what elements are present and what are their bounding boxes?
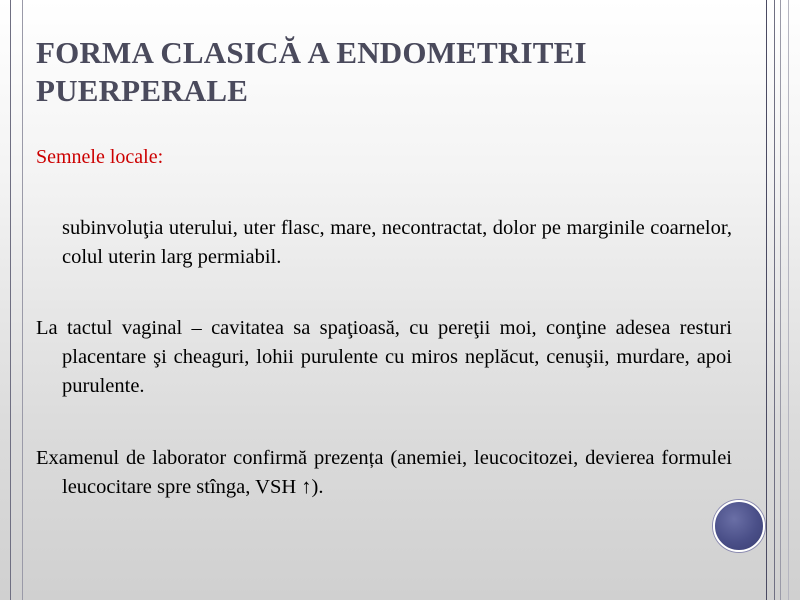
right-border-line: [780, 0, 781, 600]
left-border-line-inner: [22, 0, 23, 600]
right-border-line: [774, 0, 775, 600]
right-border-line: [788, 0, 789, 600]
left-border-line: [10, 0, 11, 600]
paragraph-local-signs: subinvoluţia uterului, uter flasc, mare, necontractat, dolor pe marginile coarnelor, colul uterin larg permiabil.: [62, 217, 732, 268]
paragraph-lab-exam: Examenul de laborator confirmă prezența (anemiei, leucocitozei, devierea formulei leucocitare spre stînga, VSH ↑).: [36, 447, 732, 498]
slide-title: FORMA CLASICĂ A ENDOMETRITEI PUERPERALE: [36, 35, 587, 108]
decorative-orb: [713, 500, 765, 552]
right-border-line: [766, 0, 767, 600]
slide-subtitle: Semnele locale:: [36, 146, 164, 168]
paragraph-vaginal-exam: La tactul vaginal – cavitatea sa spaţioasă, cu pereţii moi, conţine adesea resturi placentare şi cheaguri, lohii purulente cu miros neplăcut, cenuşii, murdare, apoi purulente.: [36, 317, 732, 397]
